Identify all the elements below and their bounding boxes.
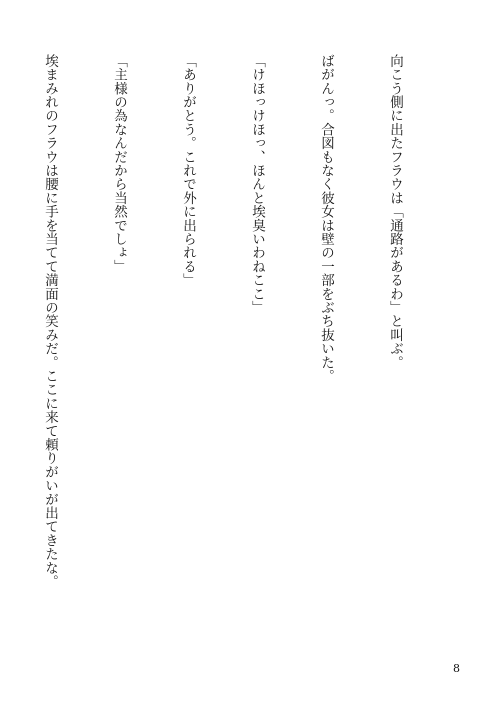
text-line: 「ありがとう。これで外に出られる」: [180, 54, 196, 287]
text-line: 埃まみれのフラウは腰に手を当てて満面の笑みだ。ここに来て頼りがいが出てきたな。: [42, 54, 58, 589]
body-text: [42, 54, 452, 644]
text-line: 向こう側に出たフラウは「通路があるわ」と叫ぶ。: [387, 54, 403, 370]
text-line: 「主様の為なんだから当然でしょ」: [111, 54, 127, 274]
text-line: 「けほっけほっ、ほんと埃臭いわねここ」: [249, 54, 265, 315]
page-number: 8: [453, 662, 460, 675]
text-line: ばがんっ。合図もなく彼女は壁の一部をぶち抜いた。: [318, 54, 334, 383]
